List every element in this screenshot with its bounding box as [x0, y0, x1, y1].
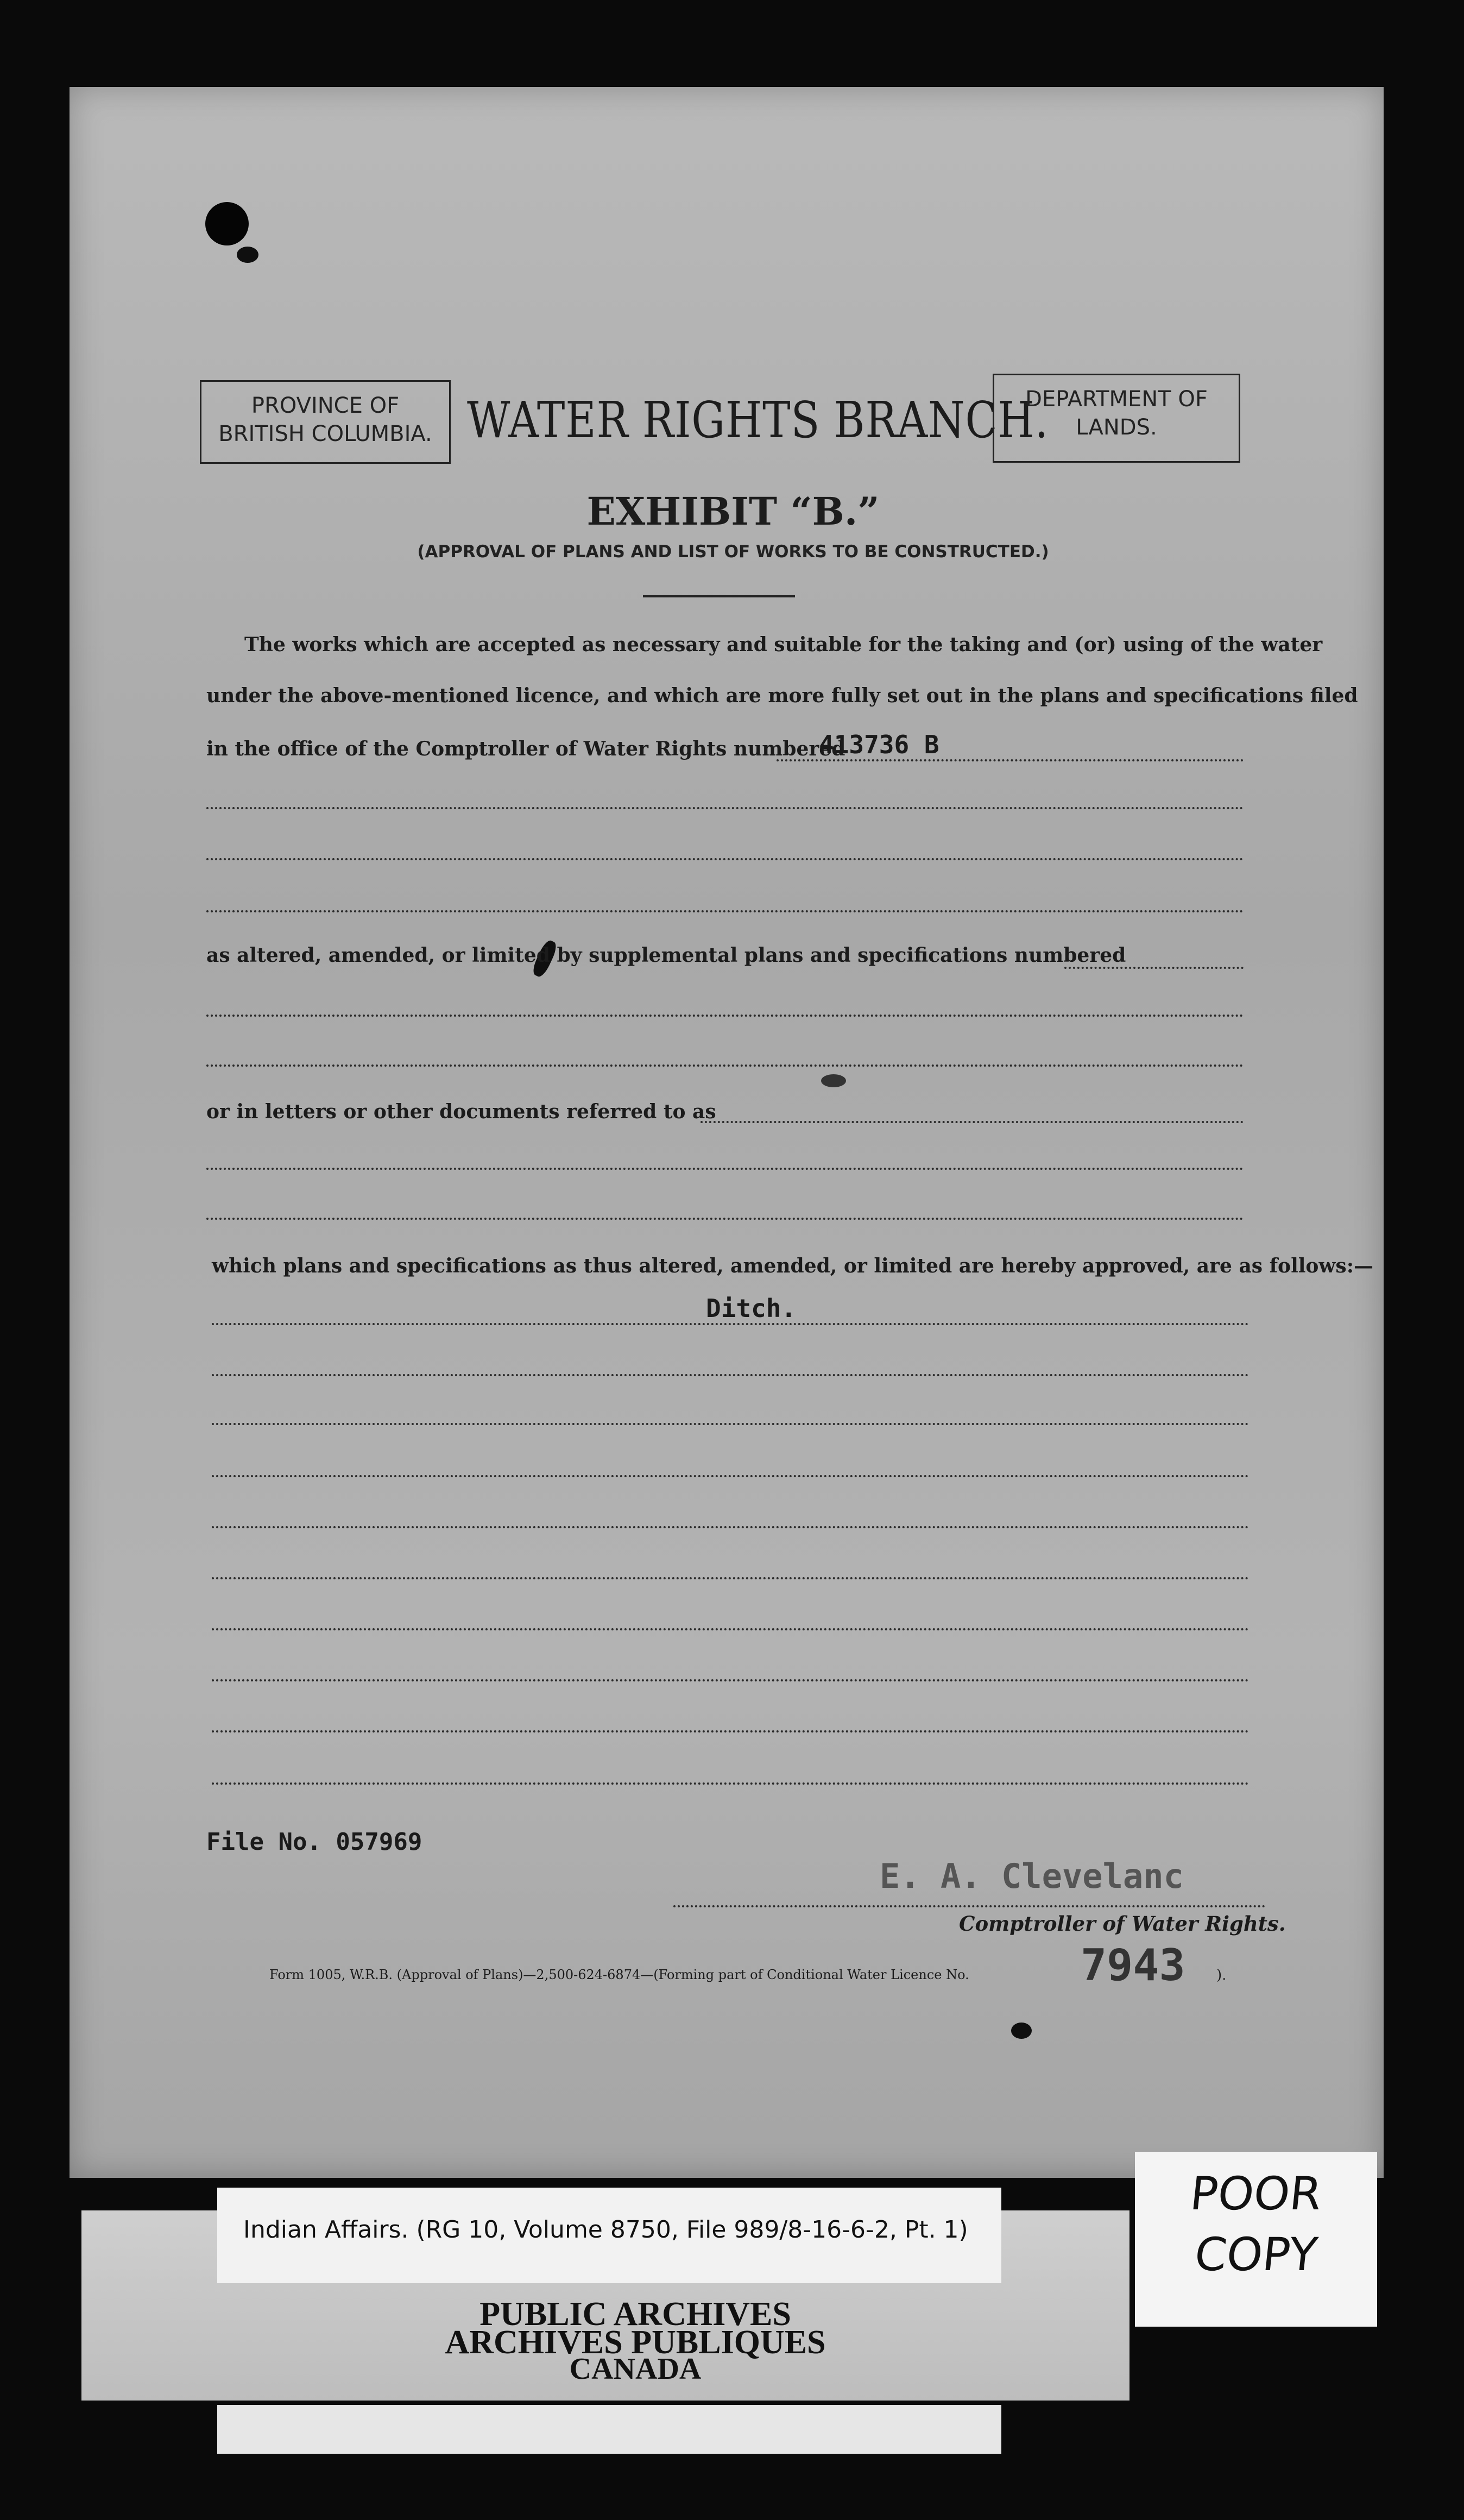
- ink-blot: [1011, 2023, 1032, 2039]
- signature-stamp: E. A. Clevelanc: [880, 1856, 1184, 1896]
- fill-line: [777, 759, 1244, 761]
- fill-line: [206, 1064, 1244, 1067]
- fill-line: [212, 1323, 1249, 1325]
- fill-line: [206, 807, 1244, 809]
- ink-blot: [237, 247, 258, 263]
- fill-line: [206, 1168, 1244, 1170]
- reference-strip: [217, 2188, 1001, 2283]
- department-box: DEPARTMENT OF LANDS.: [993, 374, 1240, 463]
- signature-title: Comptroller of Water Rights.: [959, 1912, 1286, 1936]
- paragraph-line: The works which are accepted as necessary and suitable for the taking and (or) using of the water: [244, 633, 1323, 656]
- paragraph-line: in the office of the Comptroller of Water Rights numbered: [206, 738, 845, 760]
- fill-line: [212, 1577, 1249, 1579]
- exhibit-subtitle: (APPROVAL OF PLANS AND LIST OF WORKS TO BE CONSTRUCTED.): [417, 542, 1049, 562]
- fill-line: [1064, 967, 1244, 969]
- paragraph-line: as altered, amended, or limited by supplemental plans and specifications numbered: [206, 944, 1126, 967]
- signature-line: [673, 1905, 1265, 1907]
- paragraph-line: or in letters or other documents referred to as: [206, 1100, 716, 1123]
- fill-line: [212, 1730, 1249, 1732]
- archive-strip-bottom: [217, 2405, 1001, 2454]
- note-line: COPY: [1192, 2228, 1320, 2281]
- footer-closing: ).: [1216, 1967, 1227, 1983]
- fill-line: [212, 1628, 1249, 1630]
- fill-line: [212, 1526, 1249, 1528]
- fill-line: [701, 1121, 1244, 1123]
- ink-blot: [821, 1074, 846, 1087]
- fill-line: [206, 1218, 1244, 1220]
- note-line: POOR: [1188, 2167, 1324, 2220]
- paragraph-line: which plans and specifications as thus altered, amended, or limited are hereby approved, are as follows:—: [212, 1255, 1373, 1277]
- fill-line: [212, 1679, 1249, 1681]
- file-number: File No. 057969: [206, 1828, 422, 1856]
- form-footer: Form 1005, W.R.B. (Approval of Plans)—2,500-624-6874—(Forming part of Conditional Water Licence No.: [269, 1967, 969, 1982]
- fill-line: [212, 1475, 1249, 1477]
- archive-line-1: PUBLIC ARCHIVES: [479, 2296, 791, 2333]
- province-box: PROVINCE OF BRITISH COLUMBIA.: [200, 380, 451, 464]
- exhibit-title: EXHIBIT “B.”: [586, 489, 880, 534]
- archive-line-3: CANADA: [569, 2352, 702, 2386]
- fill-line: [212, 1374, 1249, 1376]
- archive-reference: Indian Affairs. (RG 10, Volume 8750, File 989/8-16-6-2, Pt. 1): [243, 2216, 968, 2244]
- divider: [643, 595, 795, 597]
- fill-line: [212, 1423, 1249, 1425]
- licence-number: 7943: [1081, 1940, 1185, 1990]
- poor-copy-note: [1135, 2152, 1377, 2327]
- archive-line-2: ARCHIVES PUBLIQUES: [445, 2324, 826, 2361]
- branch-title: WATER RIGHTS BRANCH.: [467, 391, 1049, 449]
- fill-line: [212, 1782, 1249, 1785]
- plans-number: 413736 B: [819, 730, 939, 759]
- fill-line: [206, 858, 1244, 860]
- fill-line: [206, 1015, 1244, 1017]
- punch-hole: [205, 202, 249, 245]
- works-description: Ditch.: [706, 1294, 797, 1323]
- fill-line: [206, 910, 1244, 912]
- paragraph-line: under the above-mentioned licence, and which are more fully set out in the plans and specifications filed: [206, 684, 1358, 707]
